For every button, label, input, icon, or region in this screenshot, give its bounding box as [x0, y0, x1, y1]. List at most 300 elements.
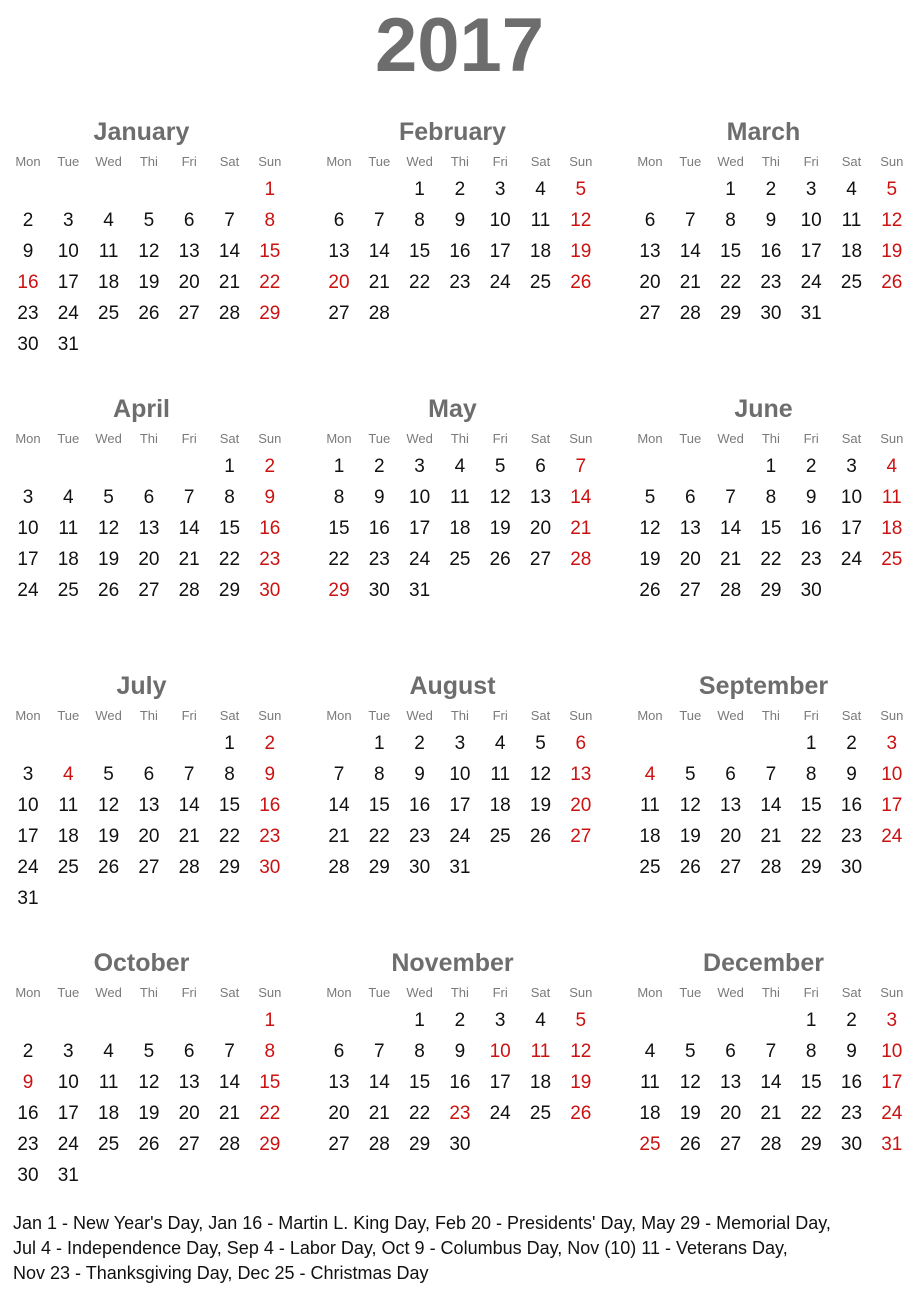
- day-cell: 11: [841, 209, 862, 231]
- day-cell: 28: [178, 579, 200, 601]
- day-cell: 18: [881, 517, 903, 539]
- day-cell: 22: [800, 1102, 822, 1124]
- day-cell: 10: [881, 1040, 903, 1062]
- day-cell: 13: [138, 794, 160, 816]
- day-cell: 14: [679, 240, 701, 262]
- day-cell: 31: [449, 856, 471, 878]
- day-cell: 27: [328, 302, 350, 324]
- day-cell: 7: [374, 1040, 385, 1062]
- day-cell: 16: [800, 517, 822, 539]
- day-cell: 15: [409, 240, 431, 262]
- day-cell: 8: [725, 209, 736, 231]
- day-cell: 26: [489, 548, 511, 570]
- weekday-label: Mon: [637, 708, 663, 723]
- day-cell: 25: [57, 856, 79, 878]
- day-cell: 30: [840, 1133, 863, 1155]
- day-cell: 27: [679, 579, 701, 601]
- weekday-label: Wed: [95, 985, 122, 1000]
- day-cell: 5: [685, 1040, 696, 1062]
- day-cell: 6: [333, 1040, 345, 1062]
- day-cell: 5: [886, 179, 898, 200]
- day-cell: 23: [449, 271, 471, 293]
- month-may: [311, 394, 600, 634]
- day-cell: 23: [760, 271, 782, 293]
- day-cell: 1: [264, 179, 276, 200]
- day-cell: 1: [374, 733, 385, 754]
- weekday-label: Thi: [450, 985, 469, 1000]
- day-cell: 11: [450, 486, 470, 508]
- day-cell: 5: [535, 733, 546, 754]
- day-cell: 2: [264, 456, 276, 477]
- day-cell: 30: [800, 579, 822, 601]
- day-cell: 13: [328, 1071, 350, 1093]
- day-cell: 21: [178, 548, 200, 570]
- day-cell: 30: [368, 579, 390, 601]
- day-cell: 2: [454, 1010, 466, 1031]
- day-cell: 15: [259, 1071, 281, 1093]
- day-cell: 23: [259, 548, 281, 570]
- day-cell: 6: [143, 486, 155, 508]
- day-cell: 2: [846, 733, 857, 754]
- day-cell: 1: [224, 456, 235, 477]
- weekday-label: Mon: [326, 431, 352, 446]
- day-cell: 29: [720, 302, 742, 324]
- day-cell: 6: [183, 209, 195, 231]
- day-cell: 1: [333, 456, 345, 477]
- day-cell: 15: [328, 517, 350, 539]
- day-cell: 2: [22, 209, 34, 231]
- weekday-label: Fri: [803, 985, 819, 1000]
- day-cell: 3: [22, 486, 34, 508]
- day-cell: 13: [639, 240, 661, 262]
- holiday-line: Jan 1 - New Year's Day, Jan 16 - Martin L. King Day, Feb 20 - Presidents' Day, May 29 - Memorial Day,: [13, 1213, 831, 1233]
- day-cell: 13: [178, 240, 200, 262]
- day-cell: 14: [570, 486, 592, 508]
- day-cell: 19: [98, 548, 120, 570]
- weekday-label: Thi: [761, 154, 780, 169]
- day-cell: 9: [264, 486, 276, 508]
- month-name: February: [399, 118, 506, 146]
- day-cell: 18: [57, 825, 79, 847]
- day-cell: 20: [720, 825, 742, 847]
- day-cell: 15: [800, 1071, 822, 1093]
- day-cell: 5: [103, 486, 114, 508]
- day-cell: 28: [570, 548, 592, 570]
- day-cell: 8: [805, 763, 817, 785]
- day-cell: 15: [218, 517, 241, 539]
- day-cell: 4: [103, 209, 114, 231]
- day-cell: 1: [725, 179, 736, 200]
- day-cell: 15: [409, 1071, 431, 1093]
- day-cell: 24: [800, 271, 822, 293]
- day-cell: 17: [57, 271, 79, 293]
- weekday-label: Sun: [569, 154, 593, 169]
- weekday-label: Thi: [450, 708, 469, 723]
- day-cell: 17: [881, 1071, 903, 1093]
- day-cell: 14: [218, 240, 241, 262]
- day-cell: 28: [368, 302, 390, 324]
- day-cell: 7: [183, 763, 195, 785]
- day-cell: 18: [98, 271, 120, 293]
- day-cell: 17: [17, 548, 39, 570]
- day-cell: 29: [218, 856, 241, 878]
- weekday-label: Sat: [841, 708, 862, 723]
- weekday-label: Thi: [139, 431, 158, 446]
- day-cell: 26: [570, 1102, 592, 1124]
- month-june: [622, 394, 911, 634]
- day-cell: 28: [760, 1133, 782, 1155]
- day-cell: 21: [760, 825, 782, 847]
- day-cell: 8: [765, 486, 777, 508]
- day-cell: 15: [720, 240, 742, 262]
- weekday-label: Fri: [492, 154, 508, 169]
- day-cell: 31: [17, 887, 39, 909]
- weekday-label: Sat: [841, 431, 862, 446]
- day-cell: 4: [846, 179, 857, 200]
- day-cell: 3: [886, 733, 898, 754]
- day-cell: 13: [529, 486, 552, 508]
- day-cell: 26: [138, 302, 160, 324]
- month-october: [0, 948, 289, 1188]
- day-cell: 27: [720, 1133, 742, 1155]
- day-cell: 22: [409, 271, 431, 293]
- day-cell: 17: [489, 240, 511, 262]
- day-cell: 23: [840, 825, 863, 847]
- weekday-label: Fri: [803, 708, 819, 723]
- day-cell: 24: [57, 302, 79, 324]
- day-cell: 8: [805, 1040, 817, 1062]
- day-cell: 25: [489, 825, 511, 847]
- day-cell: 21: [679, 271, 701, 293]
- day-cell: 15: [800, 794, 822, 816]
- day-cell: 16: [409, 794, 431, 816]
- day-cell: 3: [22, 763, 34, 785]
- day-cell: 18: [98, 1102, 120, 1124]
- month-april: [0, 394, 289, 634]
- day-cell: 3: [414, 456, 425, 477]
- day-cell: 8: [224, 486, 235, 508]
- weekday-label: Tue: [679, 985, 702, 1000]
- day-cell: 23: [449, 1102, 471, 1124]
- month-name: May: [428, 395, 477, 423]
- day-cell: 8: [264, 1040, 276, 1062]
- day-cell: 10: [800, 209, 822, 231]
- day-cell: 13: [720, 1071, 742, 1093]
- day-cell: 20: [138, 825, 160, 847]
- day-cell: 25: [881, 548, 903, 570]
- day-cell: 22: [218, 548, 241, 570]
- day-cell: 29: [409, 1133, 431, 1155]
- month-november: [311, 948, 600, 1188]
- day-cell: 9: [264, 763, 276, 785]
- weekday-label: Thi: [761, 708, 780, 723]
- day-cell: 3: [805, 179, 817, 200]
- day-cell: 28: [720, 579, 742, 601]
- day-cell: 2: [374, 456, 385, 477]
- weekday-label: Wed: [406, 708, 433, 723]
- weekday-label: Mon: [15, 985, 41, 1000]
- weekday-label: Mon: [326, 708, 352, 723]
- day-cell: 18: [489, 794, 511, 816]
- day-cell: 14: [720, 517, 742, 539]
- day-cell: 16: [840, 794, 863, 816]
- day-cell: 11: [530, 1040, 551, 1062]
- day-cell: 4: [103, 1040, 114, 1062]
- day-cell: 27: [328, 1133, 350, 1155]
- day-cell: 19: [98, 825, 120, 847]
- day-cell: 11: [490, 763, 511, 785]
- day-cell: 9: [414, 763, 425, 785]
- day-cell: 10: [17, 794, 39, 816]
- weekday-label: Thi: [139, 708, 158, 723]
- weekday-label: Sun: [880, 985, 904, 1000]
- day-cell: 7: [374, 209, 385, 231]
- day-cell: 3: [63, 1040, 74, 1062]
- day-cell: 28: [328, 856, 350, 878]
- day-cell: 19: [679, 825, 701, 847]
- day-cell: 10: [840, 486, 863, 508]
- weekday-label: Wed: [717, 154, 744, 169]
- day-cell: 21: [178, 825, 200, 847]
- day-cell: 2: [805, 456, 817, 477]
- day-cell: 27: [529, 548, 552, 570]
- day-cell: 18: [57, 548, 79, 570]
- weekday-label: Sun: [569, 708, 593, 723]
- day-cell: 26: [881, 271, 903, 293]
- weekday-label: Sat: [530, 154, 551, 169]
- day-cell: 31: [409, 579, 431, 601]
- day-cell: 8: [374, 763, 385, 785]
- day-cell: 15: [760, 517, 782, 539]
- day-cell: 19: [138, 271, 160, 293]
- day-cell: 4: [886, 456, 898, 477]
- day-cell: 27: [178, 1133, 200, 1155]
- day-cell: 5: [575, 179, 587, 200]
- day-cell: 12: [570, 209, 592, 231]
- day-cell: 4: [63, 763, 74, 785]
- weekday-label: Fri: [181, 708, 197, 723]
- weekday-label: Thi: [450, 431, 469, 446]
- day-cell: 10: [409, 486, 431, 508]
- day-cell: 12: [570, 1040, 592, 1062]
- day-cell: 7: [725, 486, 736, 508]
- day-cell: 9: [805, 486, 817, 508]
- weekday-label: Wed: [717, 431, 744, 446]
- day-cell: 12: [489, 486, 511, 508]
- day-cell: 24: [17, 579, 39, 601]
- day-cell: 8: [333, 486, 345, 508]
- day-cell: 30: [17, 1164, 39, 1186]
- day-cell: 19: [489, 517, 511, 539]
- day-cell: 24: [449, 825, 471, 847]
- day-cell: 21: [218, 1102, 241, 1124]
- day-cell: 11: [58, 517, 79, 539]
- day-cell: 16: [17, 1102, 39, 1124]
- day-cell: 16: [259, 517, 281, 539]
- weekday-label: Thi: [139, 985, 158, 1000]
- day-cell: 22: [328, 548, 350, 570]
- weekday-label: Fri: [181, 985, 197, 1000]
- day-cell: 26: [570, 271, 592, 293]
- day-cell: 18: [529, 240, 552, 262]
- day-cell: 24: [409, 548, 431, 570]
- day-cell: 31: [881, 1133, 903, 1155]
- day-cell: 2: [414, 733, 425, 754]
- weekday-label: Sun: [569, 431, 593, 446]
- weekday-label: Fri: [492, 985, 508, 1000]
- day-cell: 27: [138, 579, 160, 601]
- day-cell: 3: [846, 456, 857, 477]
- day-cell: 17: [409, 517, 431, 539]
- day-cell: 16: [449, 1071, 471, 1093]
- day-cell: 19: [881, 240, 903, 262]
- day-cell: 8: [414, 209, 425, 231]
- weekday-label: Mon: [15, 154, 41, 169]
- day-cell: 16: [840, 1071, 863, 1093]
- day-cell: 24: [881, 825, 903, 847]
- day-cell: 20: [178, 271, 200, 293]
- day-cell: 25: [840, 271, 863, 293]
- day-cell: 15: [218, 794, 241, 816]
- weekday-label: Sun: [880, 708, 904, 723]
- day-cell: 11: [640, 1071, 660, 1093]
- weekday-label: Wed: [95, 431, 122, 446]
- day-cell: 22: [720, 271, 742, 293]
- day-cell: 17: [17, 825, 39, 847]
- day-cell: 30: [409, 856, 431, 878]
- day-cell: 16: [17, 271, 39, 293]
- holiday-line: Jul 4 - Independence Day, Sep 4 - Labor Day, Oct 9 - Columbus Day, Nov (10) 11 - Veterans Day,: [13, 1238, 788, 1258]
- month-march: [622, 117, 911, 357]
- day-cell: 17: [840, 517, 863, 539]
- day-cell: 26: [529, 825, 552, 847]
- day-cell: 9: [846, 1040, 857, 1062]
- day-cell: 27: [178, 302, 200, 324]
- day-cell: 29: [760, 579, 782, 601]
- day-cell: 5: [685, 763, 696, 785]
- day-cell: 6: [644, 209, 656, 231]
- day-cell: 6: [725, 1040, 736, 1062]
- day-cell: 31: [800, 302, 822, 324]
- day-cell: 19: [529, 794, 552, 816]
- day-cell: 28: [218, 302, 241, 324]
- day-cell: 29: [328, 579, 350, 601]
- weekday-label: Mon: [637, 985, 663, 1000]
- day-cell: 6: [333, 209, 345, 231]
- day-cell: 14: [178, 794, 200, 816]
- day-cell: 19: [570, 1071, 592, 1093]
- month-september: [622, 671, 911, 911]
- day-cell: 23: [17, 302, 39, 324]
- weekday-label: Mon: [326, 154, 352, 169]
- day-cell: 30: [760, 302, 782, 324]
- day-cell: 21: [570, 517, 592, 539]
- day-cell: 11: [98, 240, 119, 262]
- day-cell: 10: [881, 763, 903, 785]
- day-cell: 1: [414, 179, 425, 200]
- day-cell: 21: [720, 548, 742, 570]
- day-cell: 29: [259, 302, 281, 324]
- day-cell: 28: [679, 302, 701, 324]
- day-cell: 26: [138, 1133, 160, 1155]
- day-cell: 16: [368, 517, 390, 539]
- day-cell: 4: [454, 456, 466, 477]
- weekday-label: Sat: [530, 431, 551, 446]
- month-july: [0, 671, 289, 911]
- day-cell: 21: [368, 1102, 390, 1124]
- weekday-label: Tue: [57, 985, 80, 1000]
- day-cell: 3: [494, 179, 506, 200]
- day-cell: 10: [489, 209, 511, 231]
- day-cell: 4: [644, 1040, 656, 1062]
- day-cell: 17: [57, 1102, 79, 1124]
- weekday-label: Tue: [679, 431, 702, 446]
- day-cell: 23: [840, 1102, 863, 1124]
- day-cell: 9: [454, 1040, 466, 1062]
- day-cell: 19: [679, 1102, 701, 1124]
- day-cell: 13: [679, 517, 701, 539]
- weekday-label: Thi: [450, 154, 469, 169]
- day-cell: 29: [259, 1133, 281, 1155]
- day-cell: 13: [720, 794, 742, 816]
- day-cell: 15: [368, 794, 390, 816]
- day-cell: 14: [368, 1071, 390, 1093]
- weekday-label: Sun: [258, 985, 282, 1000]
- weekday-label: Sat: [219, 985, 240, 1000]
- year-title: 2017: [374, 3, 545, 88]
- day-cell: 4: [644, 763, 656, 785]
- day-cell: 17: [449, 794, 471, 816]
- day-cell: 9: [454, 209, 466, 231]
- day-cell: 29: [218, 579, 241, 601]
- day-cell: 20: [679, 548, 701, 570]
- weekday-label: Tue: [679, 708, 702, 723]
- day-cell: 22: [259, 271, 281, 293]
- day-cell: 2: [846, 1010, 857, 1031]
- weekday-label: Wed: [406, 431, 433, 446]
- day-cell: 24: [489, 271, 511, 293]
- weekday-label: Fri: [492, 708, 508, 723]
- day-cell: 20: [328, 1102, 350, 1124]
- weekday-label: Sun: [880, 154, 904, 169]
- day-cell: 1: [414, 1010, 425, 1031]
- day-cell: 20: [570, 794, 592, 816]
- month-name: April: [113, 395, 170, 423]
- day-cell: 14: [178, 517, 200, 539]
- day-cell: 7: [224, 209, 235, 231]
- day-cell: 10: [57, 240, 79, 262]
- day-cell: 9: [22, 240, 34, 262]
- day-cell: 31: [57, 1164, 79, 1186]
- day-cell: 24: [17, 856, 39, 878]
- day-cell: 6: [575, 733, 587, 754]
- day-cell: 13: [570, 763, 592, 785]
- day-cell: 21: [218, 271, 241, 293]
- weekday-label: Fri: [181, 431, 197, 446]
- day-cell: 12: [679, 794, 701, 816]
- day-cell: 10: [17, 517, 39, 539]
- day-cell: 7: [183, 486, 195, 508]
- day-cell: 25: [639, 856, 661, 878]
- day-cell: 28: [760, 856, 782, 878]
- month-name: March: [726, 118, 801, 146]
- day-cell: 8: [224, 763, 235, 785]
- day-cell: 21: [760, 1102, 782, 1124]
- day-cell: 28: [178, 856, 200, 878]
- weekday-label: Wed: [406, 985, 433, 1000]
- day-cell: 13: [138, 517, 160, 539]
- day-cell: 11: [58, 794, 79, 816]
